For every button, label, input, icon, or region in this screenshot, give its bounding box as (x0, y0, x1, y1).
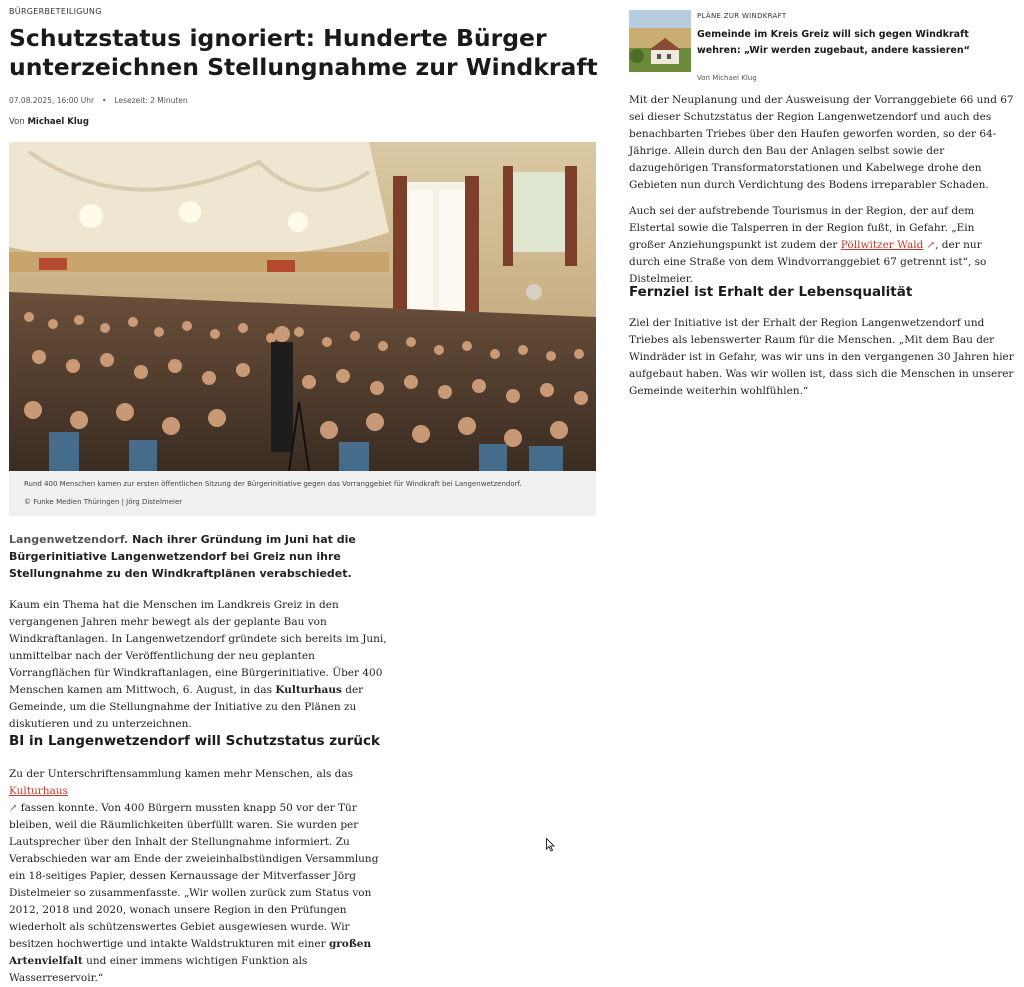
related-article-teaser[interactable] (629, 10, 1014, 82)
paragraph-2-text-end: und einer immens wichtigen Funktion als Wasserreservoir.“ (9, 955, 308, 984)
article-kicker: BÜRGERBETEILIGUNG (9, 7, 102, 16)
hero-photo[interactable] (9, 142, 596, 471)
teaser-kicker: PLÄNE ZUR WINDKRAFT (697, 12, 787, 20)
paragraph-1-bold: Kulturhaus (275, 684, 342, 696)
reading-time: Lesezeit: 2 Minuten (114, 96, 188, 105)
article-headline: Schutzstatus ignoriert: Hunderte Bürger unterzeichnen Stellungnahme zur Windkraft (9, 24, 598, 81)
mouse-cursor-icon (546, 838, 556, 852)
paragraph-5: Ziel der Initiative ist der Erhalt der Region Langenwetzendorf und Triebes als lebenswerter Raum für die Menschen. „Mit dem Bau der Windräder ist in Gefahr, was wir uns in den vergangenen 30 Jahren hier aufgebaut haben. Was wir wollen ist, dass sich die Menschen in unserer Gemeinde weiterhin wohlfühlen.“ (629, 317, 1014, 397)
paragraph-1 (9, 597, 389, 733)
author-link[interactable]: Michael Klug (27, 117, 89, 127)
paragraph-2-bold: großen Artenvielfalt (9, 938, 372, 967)
paragraph-4 (629, 203, 1014, 288)
subheading-1: BI in Langenwetzendorf will Schutzstatus zurück (9, 733, 381, 749)
paragraph-2 (9, 766, 389, 987)
hero-figure (9, 142, 596, 516)
external-link-icon[interactable]: ↗ (926, 240, 936, 251)
byline (9, 117, 89, 127)
paragraph-2-text-mid: fassen konnte. Von 400 Bürgern mussten knapp 50 vor der Tür bleiben, weil die Räumlichkeiten überfüllt waren. Sie wurden per Lautsprecher über den Inhalt der Stellungnahme informiert. Zu Verabschieden war am Ende der zweieinhalbstündigen Versammlung ein 18-seitiges Papier, dessen Kernaussage der Mitverfasser Jörg Distelmeier so zusammenfasste. „Wir wollen zurück zum Status von 2012, 2018 und 2020, wonach unsere Region in den Prüfungen wiederholt als schützenswertes Gebiet ausgewiesen wurde. Wir besitzen hochwertige und intakte Waldstrukturen mit einer (9, 802, 379, 950)
image-credit: © Funke Medien Thüringen | Jörg Distelmeier (24, 498, 183, 506)
image-caption: Rund 400 Menschen kamen zur ersten öffentlichen Sitzung der Bürgerinitiative gegen das Vorranggebiet für Windkraft bei Langenwetzendorf. (24, 480, 522, 488)
paragraph-1-text: Kaum ein Thema hat die Menschen im Landkreis Greiz in den vergangenen Jahren mehr bewegt als der geplante Bau von Windkraftanlagen. In Langenwetzendorf gründete sich bereits im Juni, unmittelbar nach der Veröffentlichung der neu geplanten Vorrangflächen für Windkraftanlagen, eine Bürgerinitiative. Über 400 Menschen kamen am Mittwoch, 6. August, in das (9, 599, 387, 696)
article-meta: 07.08.2025, 16:00 Uhr • Lesezeit: 2 Minuten (9, 96, 188, 105)
teaser-thumbnail[interactable] (629, 10, 691, 72)
article-lead (9, 531, 385, 582)
paragraph-1-text-end: der Gemeinde, um die Stellungnahme der Initiative zu den Plänen zu diskutieren und zu unterzeichnen. (9, 684, 364, 730)
paragraph-2-text: Zu der Unterschriftensammlung kamen mehr Menschen, als das (9, 768, 354, 780)
publish-date: 07.08.2025, 16:00 Uhr (9, 96, 95, 105)
byline-prefix: Von (9, 117, 25, 127)
subheading-2: Fernziel ist Erhalt der Lebensqualität (629, 284, 913, 300)
lead-place: Langenwetzendorf. (9, 533, 129, 546)
paragraph-4-text: Auch sei der aufstrebende Tourismus in der Region, der auf dem Elstertal sowie die Talsperren in der Region fußt, in Gefahr. „Ein großer Anziehungspunkt ist zudem der (629, 205, 975, 251)
external-link-icon[interactable]: ↗ (9, 803, 18, 814)
paragraph-4-text-end: , der nur durch eine Straße von dem Windvorranggebiet 67 getrennt ist“, so Distelmeier. (629, 239, 987, 285)
teaser-author: Von Michael Klug (697, 74, 757, 82)
teaser-title[interactable]: Gemeinde im Kreis Greiz will sich gegen Windkraft wehren: „Wir werden zugebaut, andere kassieren“ (697, 29, 970, 56)
lead-text: Nach ihrer Gründung im Juni hat die Bürgerinitiative Langenwetzendorf bei Greiz nun ihre Stellungnahme zu den Windkraftplänen verabschiedet. (9, 533, 356, 580)
paragraph-3: Mit der Neuplanung und der Ausweisung der Vorranggebiete 66 und 67 sei dieser Schutzstatus der Region Langenwetzendorf und auch des benachbarten Triebes über den Haufen geworfen worden, so der 64-Jährige. Allein durch den Bau der Anlagen selbst sowie der dazugehörigen Transformatorstationen und Kabelwege drohe den Gebieten nun durch Verdichtung des Bodens irreparabler Schaden. (629, 94, 1014, 191)
poellwitzer-wald-link[interactable]: Pöllwitzer Wald (840, 239, 924, 251)
kulturhaus-link[interactable]: Kulturhaus (9, 785, 68, 797)
